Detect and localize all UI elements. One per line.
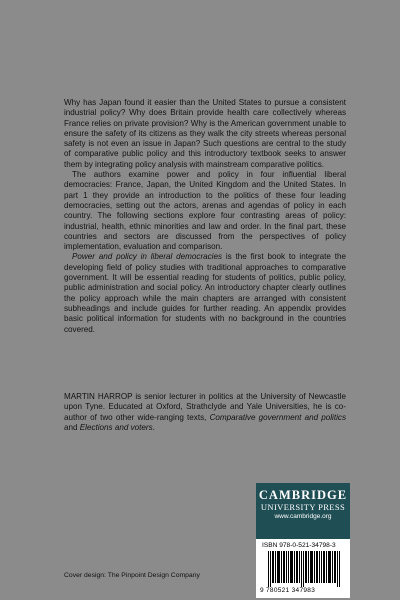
author-bio-connector: and bbox=[64, 422, 80, 432]
description-paragraph-3-text: is the first book to integrate the developing field of policy studies with traditional approaches to comparative government. It will be essential reading for students of politics, public policy, public administration and social policy. An introductory chapter clearly outlines the policy approach while the main chapters are arranged with consistent subheadings and include guides for further reading. An appendix provides basic political information for students with no background in the countries covered. bbox=[64, 252, 346, 334]
author-bio-end: . bbox=[152, 422, 155, 432]
barcode-icon bbox=[268, 551, 342, 587]
description-paragraph-3 bbox=[64, 252, 346, 334]
book-title-italic: Power and policy in liberal democracies bbox=[72, 252, 223, 262]
barcode-digits: 9 780521 347983 bbox=[260, 587, 316, 594]
cover-design-credit: Cover design: The Pinpoint Design Company bbox=[64, 572, 200, 579]
other-book-title-1: Comparative government and politics bbox=[209, 412, 346, 422]
description-paragraph-2: The authors examine power and policy in four influential liberal democracies: France, Japan, the United Kingdom and the United States. In part 1 they provide an introduction to the politics of these four leading democracies, setting out the actors, arenas and agendas of policy in each country. The following sections explore four contrasting areas of policy: industrial, health, ethnic minorities and law and order. In the final part, these countries and sectors are discussed from the perspectives of policy implementation, evaluation and comparison. bbox=[64, 170, 346, 252]
isbn-label: ISBN 978-0-521-34798-3 bbox=[262, 542, 336, 549]
publisher-name: CAMBRIDGE bbox=[258, 488, 348, 502]
description-paragraph-1: Why has Japan found it easier than the United States to pursue a consistent industrial policy? Why does Britain provide health care collectively whereas France relies on private provision? Why is the American government unable to ensure the safety of its citizens as they walk the city streets whereas personal safety is not even an issue in Japan? Such questions are central to the study of comparative public policy and this introductory textbook seeks to answer them by integrating policy analysis with mainstream comparative politics. bbox=[64, 98, 346, 169]
author-bio bbox=[64, 392, 346, 433]
author-bio-text: MARTIN HARROP is senior lecturer in politics at the University of Newcastle upon Tyne. Educated at Oxford, Strathclyde and Yale Universities, he is co-author of two other wide-ranging texts, bbox=[64, 392, 346, 422]
publisher-press: UNIVERSITY PRESS bbox=[260, 502, 346, 512]
publisher-url: www.cambridge.org bbox=[274, 513, 332, 520]
publisher-logo bbox=[256, 483, 350, 539]
other-book-title-2: Elections and voters bbox=[79, 422, 153, 432]
book-description bbox=[64, 98, 346, 335]
isbn-barcode-panel bbox=[256, 539, 350, 598]
